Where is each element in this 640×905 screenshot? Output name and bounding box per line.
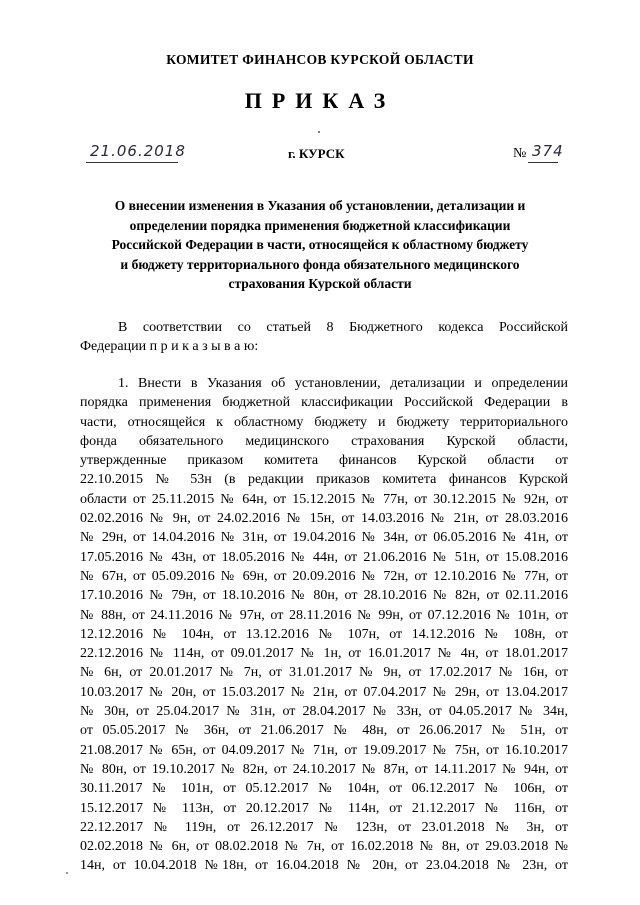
subject-line: и бюджету территориального фонда обязательного медицинского <box>120 256 520 272</box>
text-line: порядка применения бюджетной классификации Российской Федерации в <box>80 395 568 411</box>
subject-line: О внесении изменения в Указания об установлении, детализации и <box>114 198 526 213</box>
text-line: 15.12.2017 № 113н, от 20.12.2017 № 114н, от 21.12.2017 № 116н, от <box>80 800 568 816</box>
text-line: № 30н, от 25.04.2017 № 31н, от 28.04.2017 № 33н, от 04.05.2017 № 34н, <box>80 704 568 720</box>
text-line: № 80н, от 19.10.2017 № 82н, от 24.10.2017 № 87н, от 14.11.2017 № 94н, от <box>80 761 568 777</box>
text-line: 17.05.2016 № 43н, от 18.05.2016 № 44н, от 21.06.2016 № 51н, от 15.08.2016 <box>80 549 568 565</box>
text-line: 22.10.2015 № 53н (в редакции приказов комитета финансов Курской <box>80 472 568 488</box>
order-city: г. КУРСК <box>288 146 345 161</box>
text-line: 21.08.2017 № 65н, от 04.09.2017 № 71н, от 19.09.2017 № 75н, от 16.10.2017 <box>80 742 568 758</box>
order-subject <box>80 196 560 294</box>
order-number-label: № <box>513 146 527 161</box>
text-line: 1. Внести в Указания об установлении, детализации и определении <box>118 376 568 391</box>
text-line: области от 25.11.2015 № 64н, от 15.12.2015 № 77н, от 30.12.2015 № 92н, от <box>80 491 568 507</box>
preamble-paragraph <box>80 318 568 357</box>
subject-line: Российской Федерации в части, относящейся к областному бюджету <box>111 237 529 253</box>
text-line: В соответствии со статьей 8 Бюджетного кодекса Российской <box>118 320 568 335</box>
text-line: 14н, от 10.04.2018 №18н, от 16.04.2018 № 20н, от 23.04.2018 № 23н, от <box>80 858 568 874</box>
order-date: 21.06.2018 <box>90 142 186 160</box>
text-line: № 29н, от 14.04.2016 № 31н, от 19.04.2016 № 34н, от 06.05.2016 № 41н, от <box>80 530 568 546</box>
stray-mark <box>318 131 320 133</box>
text-line: 10.03.2017 № 20н, от 15.03.2017 № 21н, от 07.04.2017 № 29н, от 13.04.2017 <box>80 684 568 700</box>
document-title: ПРИКАЗ <box>244 88 396 113</box>
text-line: Федерации п р и к а з ы в а ю: <box>80 339 259 355</box>
text-line: части, относящейся к областному бюджету и бюджету территориального <box>80 414 568 430</box>
text-line: № 6н, от 20.01.2017 № 7н, от 31.01.2017 № 9н, от 17.02.2017 № 16н, от <box>80 665 568 681</box>
text-line: 17.10.2016 № 79н, от 18.10.2016 № 80н, от 28.10.2016 № 82н, от 02.11.2016 <box>80 588 568 604</box>
date-underline <box>86 162 178 163</box>
text-line: № 67н, от 05.09.2016 № 69н, от 20.09.2016 № 72н, от 12.10.2016 № 77н, от <box>80 568 568 584</box>
text-line: фонда обязательного медицинского страхования Курской области, <box>80 433 568 449</box>
text-line: № 88н, от 24.11.2016 № 97н, от 28.11.2016 № 99н, от 07.12.2016 № 101н, от <box>80 607 568 623</box>
text-line: 22.12.2016 № 114н, от 09.01.2017 № 1н, от 16.01.2017 № 4н, от 18.01.2017 <box>80 646 568 662</box>
text-line: 22.12.2017 № 119н, от 26.12.2017 № 123н, от 23.01.2018 № 3н, от <box>80 819 568 835</box>
text-line: 02.02.2016 № 9н, от 24.02.2016 № 15н, от 14.03.2016 № 21н, от 28.03.2016 <box>80 511 568 527</box>
subject-line: определении порядка применения бюджетной классификации <box>129 217 511 233</box>
text-line: от 05.05.2017 № 36н, от 21.06.2017 № 48н, от 26.06.2017 № 51н, от <box>80 723 568 739</box>
number-underline <box>528 162 558 163</box>
text-line: 30.11.2017 № 101н, от 05.12.2017 № 104н, от 06.12.2017 № 106н, от <box>80 781 568 797</box>
order-number: 374 <box>532 142 564 160</box>
organization-header: КОМИТЕТ ФИНАНСОВ КУРСКОЙ ОБЛАСТИ <box>166 52 474 67</box>
subject-line: страхования Курской области <box>228 276 412 292</box>
item-1-paragraph <box>80 374 568 876</box>
text-line: утвержденные приказом комитета финансов Курской области от <box>80 453 568 469</box>
text-line: 02.02.2018 № 6н, от 08.02.2018 № 7н, от 16.02.2018 № 8н, от 29.03.2018 № <box>80 839 568 855</box>
stray-mark-bottom <box>66 872 68 874</box>
text-line: 12.12.2016 № 104н, от 13.12.2016 № 107н, от 14.12.2016 № 108н, от <box>80 626 568 642</box>
